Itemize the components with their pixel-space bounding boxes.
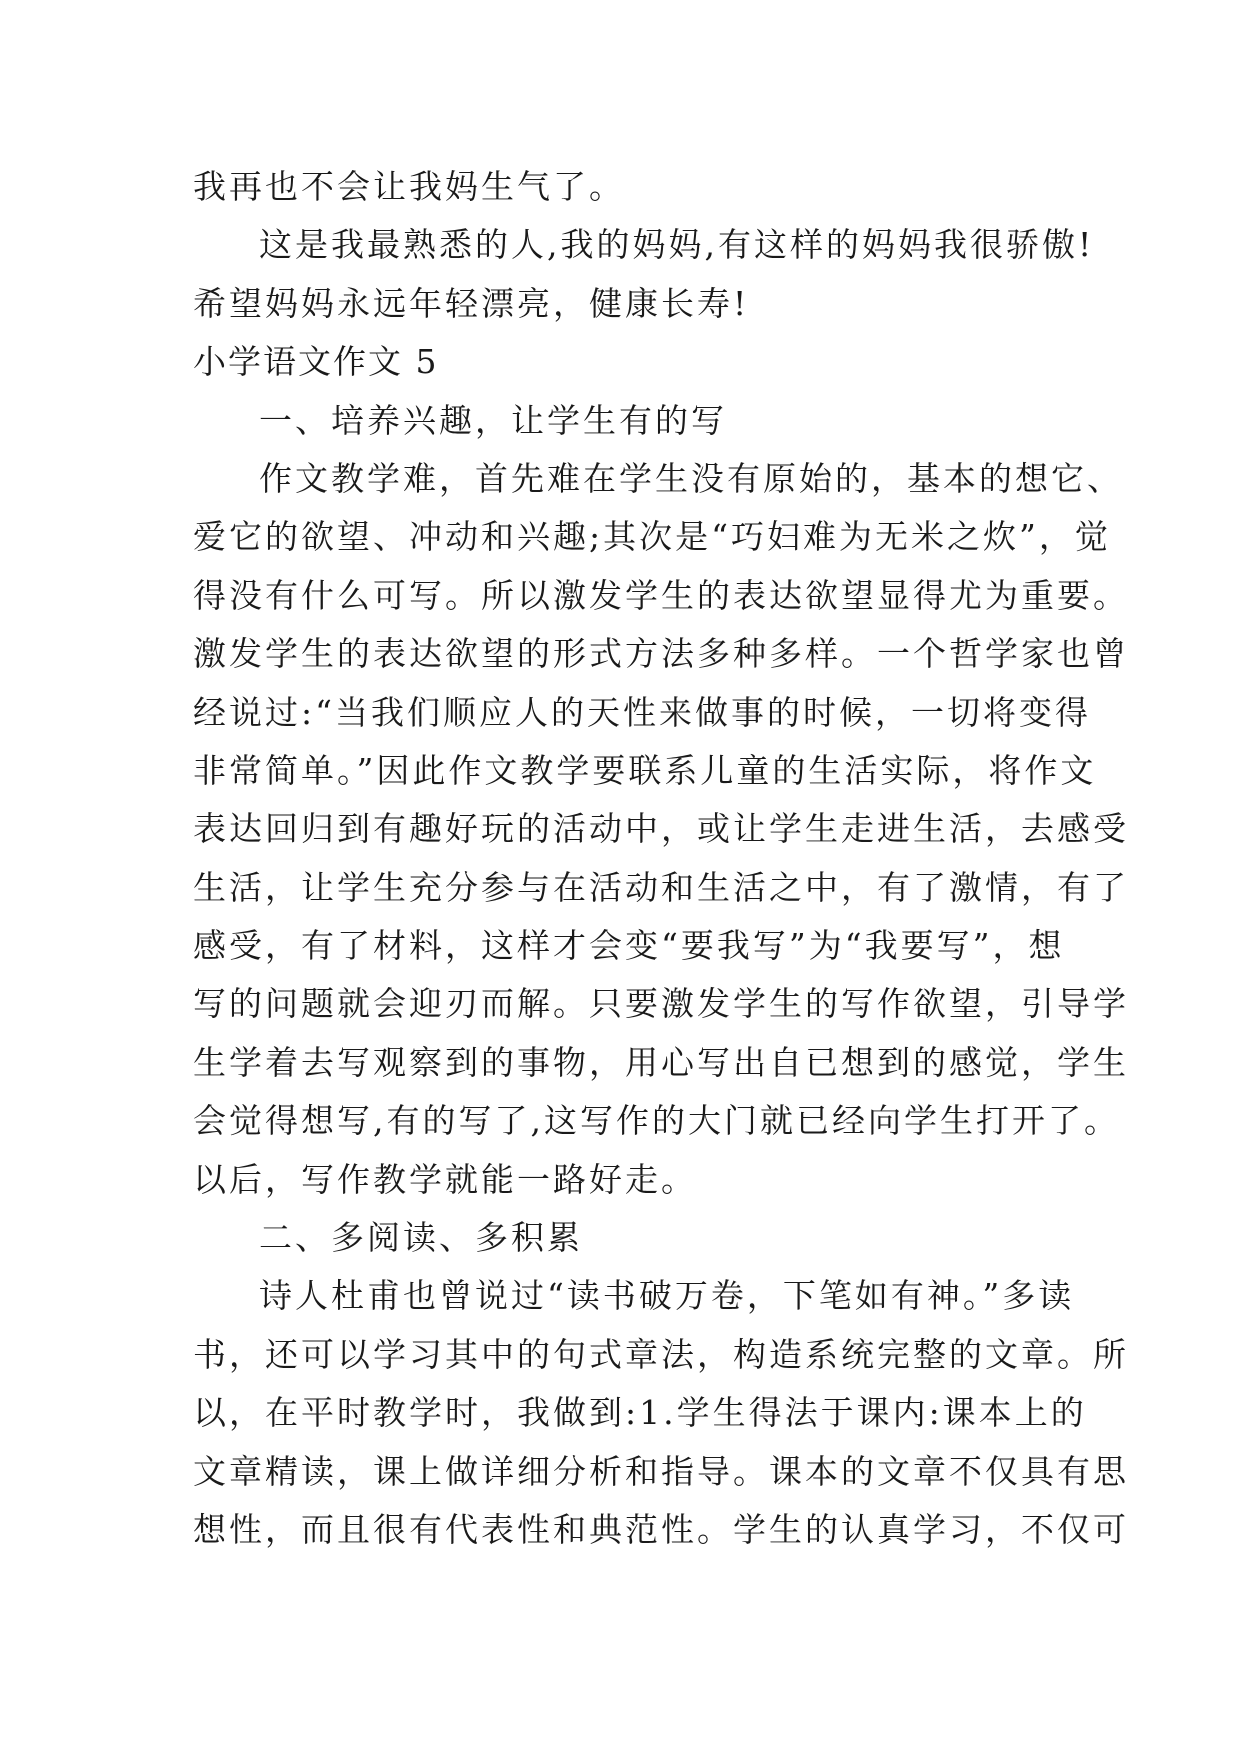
text-line: 爱它的欲望、冲动和兴趣;其次是“巧妇难为无米之炊”，觉: [193, 517, 1111, 557]
text-line: 非常简单。”因此作文教学要联系儿童的生活实际，将作文: [193, 750, 1097, 790]
text-line: 经说过:“当我们顺应人的天性来做事的时候，一切将变得: [193, 692, 1091, 732]
subsection-heading: 一、培养兴趣，让学生有的写: [259, 400, 727, 440]
text-line: 诗人杜甫也曾说过“读书破万卷，下笔如有神。”多读: [259, 1276, 1075, 1316]
text-line: 写的问题就会迎刃而解。只要激发学生的写作欲望，引导学: [193, 984, 1129, 1024]
text-line: 以，在平时教学时，我做到:1.学生得法于课内:课本上的: [193, 1393, 1087, 1433]
text-line: 感受，有了材料，这样才会变“要我写”为“我要写”，想: [193, 926, 1065, 966]
text-line: 激发学生的表达欲望的形式方法多种多样。一个哲学家也曾: [193, 634, 1129, 674]
text-line: 会觉得想写,有的写了,这写作的大门就已经向学生打开了。: [193, 1101, 1120, 1141]
text-line: 生学着去写观察到的事物，用心写出自已想到的感觉，学生: [193, 1042, 1129, 1082]
text-line: 这是我最熟悉的人,我的妈妈,有这样的妈妈我很骄傲!: [259, 225, 1095, 265]
section-title: 小学语文作文 5: [193, 342, 439, 382]
document-body: [193, 158, 1129, 1559]
text-line: 以后，写作教学就能一路好走。: [193, 1159, 697, 1199]
text-line: 表达回归到有趣好玩的活动中，或让学生走进生活，去感受: [193, 809, 1129, 849]
text-line: 想性，而且很有代表性和典范性。学生的认真学习，不仅可: [193, 1509, 1129, 1549]
subsection-heading: 二、多阅读、多积累: [259, 1218, 583, 1258]
text-line: 生活，让学生充分参与在活动和生活之中，有了激情，有了: [193, 867, 1129, 907]
text-line: 书，还可以学习其中的句式章法，构造系统完整的文章。所: [193, 1334, 1129, 1374]
text-line: 得没有什么可写。所以激发学生的表达欲望显得尤为重要。: [193, 575, 1129, 615]
text-line: 我再也不会让我妈生气了。: [193, 167, 625, 206]
text-line: 文章精读，课上做详细分析和指导。课本的文章不仅具有思: [193, 1451, 1129, 1491]
text-line: 作文教学难，首先难在学生没有原始的，基本的想它、: [259, 458, 1123, 498]
text-line: 希望妈妈永远年轻漂亮，健康长寿!: [193, 283, 750, 323]
